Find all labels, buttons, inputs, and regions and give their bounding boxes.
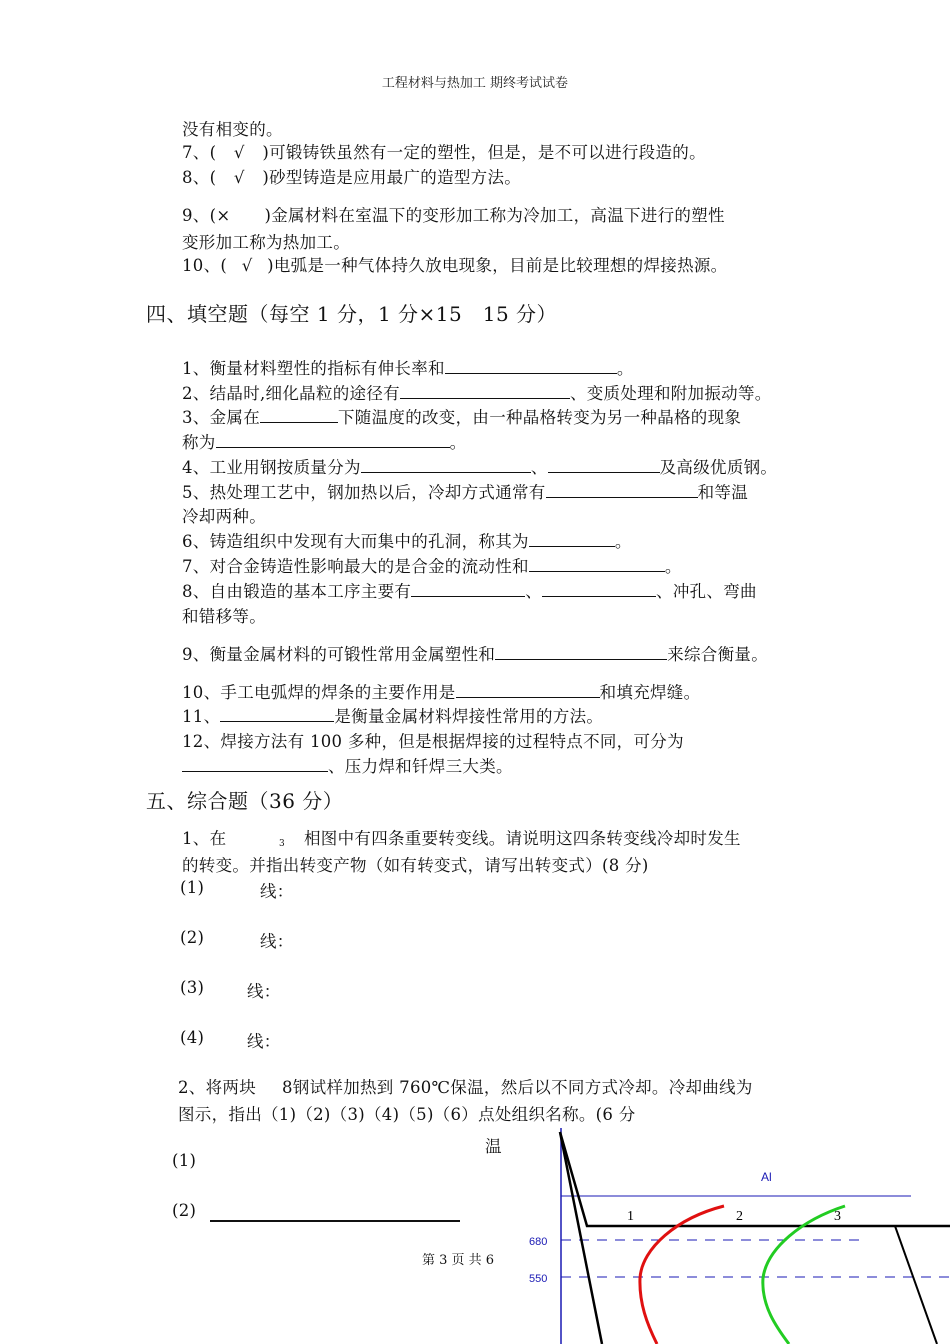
judge-q9-cont: 变形加工称为热加工。 [182,233,350,252]
fill-q3-blank-1[interactable] [260,406,338,424]
fill-q10-blank[interactable] [456,681,600,699]
fill-q4-text: 4、工业用钢按质量分为 [182,458,361,477]
fill-q8-mid: 、冲孔、弯曲 [656,582,757,601]
q8-number: 8、( [182,168,217,187]
q7-text: )可锻铸铁虽然有一定的塑性，但是，是不可以进行段造的。 [262,143,706,162]
fill-q1-end: 。 [616,359,634,378]
fill-q10 [182,679,700,703]
section-4-title: 四、填空题（每空 1 分，1 分×15 15 分） [146,302,558,326]
fill-q7-end: 。 [664,557,682,576]
tick-550: 550 [529,1273,548,1285]
fill-q9-text: 9、衡量金属材料的可锻性常用金属塑性和 [182,645,496,664]
q8-mark: √ [233,168,245,187]
fill-q10-text: 10、手工电弧焊的焊条的主要作用是 [182,683,456,702]
fill-q3-cont-text: 称为 [182,433,216,452]
section-5-title: 五、综合题（36 分） [146,789,344,813]
a1-label: Al [761,1170,772,1184]
cooling-curve-1 [560,1132,950,1226]
fill-q8-blank-1[interactable] [411,580,525,598]
q7-number: 7、( [182,143,217,162]
comp-q2-line1 [178,1074,753,1098]
fill-q11-text: 11、 [182,707,221,726]
fill-q4-sep: 、 [530,458,548,477]
fill-q8 [182,578,757,602]
comp-q1-item-3-line: 线： [247,982,281,1001]
fill-q4-blank-2[interactable] [548,456,660,474]
fill-q8-cont: 和错移等。 [182,607,266,626]
comp-q1-item-4-line: 线： [247,1032,281,1051]
tick-680: 680 [529,1236,548,1248]
curve-label-1: 1 [627,1209,634,1224]
q8-text: )砂型铸造是应用最广的造型方法。 [262,168,522,187]
fill-q3-text: 3、金属在 [182,408,260,427]
fill-q7-text: 7、对合金铸造性影响最大的是合金的流动性和 [182,557,529,576]
comp-q1-item-4: (4) [180,1028,205,1047]
fill-q11-end: 是衡量金属材料焊接性常用的方法。 [334,707,604,726]
fill-q5-text: 5、热处理工艺中，钢加热以后，冷却方式通常有 [182,483,546,502]
fill-q1 [182,355,634,379]
answer-2-underline[interactable] [210,1220,460,1222]
comp-q1-line1b: 相图中有四条重要转变线。请说明这四条转变线冷却时发生 [304,829,741,848]
q9-text: )金属材料在室温下的变形加工称为冷加工，高温下进行的塑性 [264,206,725,225]
fill-q12-blank[interactable] [182,755,328,773]
cooling-curve-fast [560,1132,602,1344]
fill-q8-sep: 、 [525,582,543,601]
curve-label-3: 3 [834,1209,841,1224]
fill-q3-blank-2[interactable] [216,431,450,449]
cooling-curve-svg [527,1128,950,1344]
fill-q9 [182,641,768,665]
comp-q1-line1 [182,825,226,849]
fill-q2-end: 、变质处理和附加振动等。 [569,384,772,403]
fill-q6-end: 。 [614,532,632,551]
q9-number: 9、(× [182,206,231,225]
judge-q7 [182,139,706,163]
fill-q6-text: 6、铸造组织中发现有大而集中的孔洞，称其为 [182,532,529,551]
fill-q5-blank[interactable] [546,481,698,499]
fill-q11 [182,703,603,727]
fill-q4 [182,454,777,478]
q10-mark: √ [241,256,253,275]
fill-q3-cont [182,429,466,453]
fill-q8-blank-2[interactable] [542,580,656,598]
fill-q9-blank[interactable] [495,643,667,661]
fill-q11-blank[interactable] [220,705,334,723]
answer-2: (2) [172,1201,197,1220]
comp-q1-item-1: (1) [180,878,205,897]
fill-q7-blank[interactable] [529,555,665,573]
q10-number: 10、( [182,256,228,275]
fill-q12: 12、焊接方法有 100 多种，但是根据焊接的过程特点不同，可分为 [182,732,684,751]
fill-q4-end: 及高级优质钢。 [659,458,778,477]
fill-q10-end: 和填充焊缝。 [599,683,701,702]
comp-q1-start: 1、在 [182,829,227,848]
comp-q2-line2: 图示，指出（1)（2)（3)（4)（5)（6）点处组织名称。(6 分 [178,1105,636,1124]
q10-text: )电弧是一种气体持久放电现象，目前是比较理想的焊接热源。 [267,256,728,275]
judge-q9 [182,202,725,226]
comp-q2-start: 2、将两块 [178,1078,256,1097]
comp-q1-item-3: (3) [180,978,205,997]
fill-q7 [182,553,682,577]
fill-q12-cont [182,753,513,777]
fill-q6 [182,528,632,552]
comp-q1-subscript: 3 [279,839,285,849]
judge-continuation: 没有相变的。 [182,120,283,139]
fill-q3 [182,404,741,428]
fill-q9-end: 来综合衡量。 [667,645,769,664]
fill-q8-text: 8、自由锻造的基本工序主要有 [182,582,412,601]
comp-q2-rest: 8钢试样加热到 760℃保温，然后以不同方式冷却。冷却曲线为 [282,1078,753,1097]
fill-q2 [182,380,772,404]
comp-q1-item-2: (2) [180,928,205,947]
fill-q4-blank-1[interactable] [361,456,531,474]
q7-mark: √ [233,143,245,162]
fill-q2-text: 2、结晶时,细化晶粒的途径有 [182,384,400,403]
comp-q1-line2: 的转变。并指出转变产物（如有转变式，请写出转变式）(8 分) [182,856,649,875]
chart-temperature-label: 温 [485,1137,502,1156]
fill-q1-text: 1、衡量材料塑性的指标有伸长率和 [182,359,445,378]
comp-q1-item-1-line: 线： [260,882,294,901]
answer-1: (1) [172,1151,197,1170]
cooling-curve-2 [895,1226,937,1344]
fill-q5-cont: 冷却两种。 [182,507,266,526]
page-header: 工程材料与热加工 期终考试试卷 [381,76,569,91]
judge-q8 [182,164,521,188]
fill-q3-end: 。 [449,433,467,452]
fill-q12-end: 、压力焊和钎焊三大类。 [328,757,513,776]
judge-q10 [182,252,727,276]
cooling-curve-figure [527,1128,950,1344]
fill-q6-blank[interactable] [529,530,615,548]
fill-q2-blank[interactable] [400,382,570,400]
curve-label-2: 2 [736,1209,743,1224]
fill-q5-end: 和等温 [697,483,749,502]
fill-q5 [182,479,748,503]
fill-q1-blank[interactable] [445,357,617,375]
page-footer: 第 3 页 共 6 [422,1253,495,1268]
comp-q1-item-2-line: 线： [260,932,294,951]
fill-q3-mid: 下随温度的改变，由一种晶格转变为另一种晶格的现象 [338,408,742,427]
